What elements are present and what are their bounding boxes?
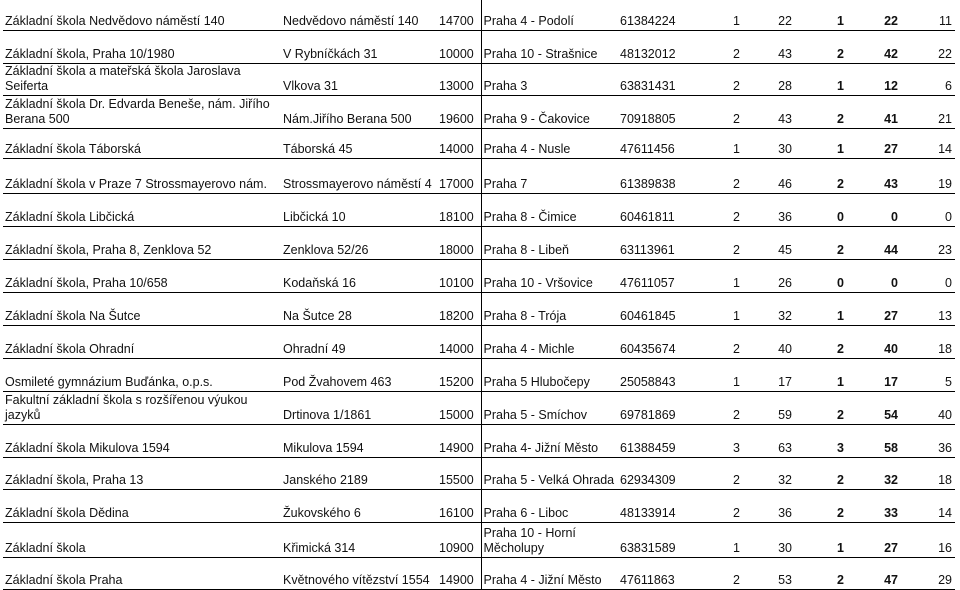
count-3-cell: 2 bbox=[795, 95, 847, 128]
city-cell: Praha 9 - Čakovice bbox=[481, 95, 618, 128]
table-row bbox=[3, 325, 955, 358]
count-2-cell: 45 bbox=[743, 226, 795, 259]
zip-cell: 10900 bbox=[437, 522, 481, 557]
city-cell: Praha 4 - Michle bbox=[481, 325, 618, 358]
count-2-cell: 46 bbox=[743, 158, 795, 193]
ico-cell: 60461845 bbox=[618, 292, 701, 325]
count-4-cell: 42 bbox=[847, 30, 901, 63]
count-1-cell: 2 bbox=[701, 30, 743, 63]
school-name-cell: Fakultní základní škola s rozšířenou výukou jazyků bbox=[3, 391, 281, 424]
city-cell: Praha 8 - Čimice bbox=[481, 193, 618, 226]
count-2-cell: 36 bbox=[743, 489, 795, 522]
count-3-cell: 3 bbox=[795, 424, 847, 457]
count-2-cell: 63 bbox=[743, 424, 795, 457]
count-5-cell: 14 bbox=[901, 489, 955, 522]
ico-cell: 63831589 bbox=[618, 522, 701, 557]
count-3-cell: 2 bbox=[795, 325, 847, 358]
school-name-cell: Základní škola Praha bbox=[3, 557, 281, 589]
school-name-cell: Základní škola Dr. Edvarda Beneše, nám. Jiřího Berana 500 bbox=[3, 95, 281, 128]
count-1-cell: 2 bbox=[701, 557, 743, 589]
count-4-cell: 47 bbox=[847, 557, 901, 589]
school-name-cell: Základní škola Dědina bbox=[3, 489, 281, 522]
zip-cell: 18200 bbox=[437, 292, 481, 325]
count-5-cell: 5 bbox=[901, 358, 955, 391]
city-cell: Praha 10 - Strašnice bbox=[481, 30, 618, 63]
ico-cell: 63113961 bbox=[618, 226, 701, 259]
school-name-cell: Osmileté gymnázium Buďánka, o.p.s. bbox=[3, 358, 281, 391]
ico-cell: 62934309 bbox=[618, 457, 701, 489]
count-2-cell: 32 bbox=[743, 457, 795, 489]
count-2-cell: 22 bbox=[743, 0, 795, 30]
table-row bbox=[3, 424, 955, 457]
city-cell: Praha 4- Jižní Město bbox=[481, 424, 618, 457]
count-1-cell: 1 bbox=[701, 292, 743, 325]
table-row bbox=[3, 226, 955, 259]
count-1-cell: 2 bbox=[701, 391, 743, 424]
ico-cell: 47611057 bbox=[618, 259, 701, 292]
ico-cell: 48133914 bbox=[618, 489, 701, 522]
street-cell: Pod Žvahovem 463 bbox=[281, 358, 437, 391]
school-name-cell: Základní škola a mateřská škola Jaroslava Seiferta bbox=[3, 63, 281, 95]
count-3-cell: 1 bbox=[795, 0, 847, 30]
city-cell: Praha 5 - Smíchov bbox=[481, 391, 618, 424]
count-1-cell: 2 bbox=[701, 95, 743, 128]
zip-cell: 15000 bbox=[437, 391, 481, 424]
count-1-cell: 3 bbox=[701, 424, 743, 457]
count-2-cell: 36 bbox=[743, 193, 795, 226]
zip-cell: 14700 bbox=[437, 0, 481, 30]
count-4-cell: 0 bbox=[847, 193, 901, 226]
count-5-cell: 13 bbox=[901, 292, 955, 325]
count-4-cell: 0 bbox=[847, 259, 901, 292]
city-cell: Praha 8 - Trója bbox=[481, 292, 618, 325]
zip-cell: 15500 bbox=[437, 457, 481, 489]
table-body bbox=[3, 0, 955, 589]
schools-table bbox=[3, 0, 955, 590]
count-5-cell: 40 bbox=[901, 391, 955, 424]
count-3-cell: 2 bbox=[795, 391, 847, 424]
count-4-cell: 58 bbox=[847, 424, 901, 457]
ico-cell: 69781869 bbox=[618, 391, 701, 424]
school-name-cell: Základní škola Libčická bbox=[3, 193, 281, 226]
count-3-cell: 1 bbox=[795, 292, 847, 325]
city-cell: Praha 3 bbox=[481, 63, 618, 95]
zip-cell: 17000 bbox=[437, 158, 481, 193]
count-1-cell: 1 bbox=[701, 0, 743, 30]
count-1-cell: 2 bbox=[701, 226, 743, 259]
count-5-cell: 19 bbox=[901, 158, 955, 193]
count-1-cell: 1 bbox=[701, 259, 743, 292]
school-name-cell: Základní škola Nedvědovo náměstí 140 bbox=[3, 0, 281, 30]
table-row bbox=[3, 158, 955, 193]
count-4-cell: 27 bbox=[847, 522, 901, 557]
count-2-cell: 40 bbox=[743, 325, 795, 358]
table-row bbox=[3, 489, 955, 522]
city-cell: Praha 10 - Vršovice bbox=[481, 259, 618, 292]
school-name-cell: Základní škola, Praha 10/658 bbox=[3, 259, 281, 292]
street-cell: Drtinova 1/1861 bbox=[281, 391, 437, 424]
school-name-cell: Základní škola Na Šutce bbox=[3, 292, 281, 325]
school-name-cell: Základní škola Ohradní bbox=[3, 325, 281, 358]
zip-cell: 10100 bbox=[437, 259, 481, 292]
table-row bbox=[3, 63, 955, 95]
street-cell: Janského 2189 bbox=[281, 457, 437, 489]
table-row bbox=[3, 457, 955, 489]
count-3-cell: 1 bbox=[795, 358, 847, 391]
count-3-cell: 2 bbox=[795, 226, 847, 259]
count-4-cell: 17 bbox=[847, 358, 901, 391]
count-2-cell: 59 bbox=[743, 391, 795, 424]
count-2-cell: 26 bbox=[743, 259, 795, 292]
count-4-cell: 41 bbox=[847, 95, 901, 128]
count-4-cell: 27 bbox=[847, 128, 901, 158]
school-name-cell: Základní škola bbox=[3, 522, 281, 557]
zip-cell: 19600 bbox=[437, 95, 481, 128]
ico-cell: 70918805 bbox=[618, 95, 701, 128]
city-cell: Praha 8 - Libeň bbox=[481, 226, 618, 259]
school-name-cell: Základní škola, Praha 13 bbox=[3, 457, 281, 489]
count-3-cell: 1 bbox=[795, 63, 847, 95]
school-name-cell: Základní škola, Praha 8, Zenklova 52 bbox=[3, 226, 281, 259]
ico-cell: 63831431 bbox=[618, 63, 701, 95]
count-2-cell: 43 bbox=[743, 30, 795, 63]
count-2-cell: 53 bbox=[743, 557, 795, 589]
count-5-cell: 16 bbox=[901, 522, 955, 557]
count-1-cell: 2 bbox=[701, 193, 743, 226]
count-5-cell: 22 bbox=[901, 30, 955, 63]
count-4-cell: 27 bbox=[847, 292, 901, 325]
count-5-cell: 6 bbox=[901, 63, 955, 95]
ico-cell: 25058843 bbox=[618, 358, 701, 391]
street-cell: Kodaňská 16 bbox=[281, 259, 437, 292]
city-cell: Praha 4 - Jižní Město bbox=[481, 557, 618, 589]
zip-cell: 14900 bbox=[437, 557, 481, 589]
city-cell: Praha 10 - Horní Měcholupy bbox=[481, 522, 618, 557]
street-cell: Na Šutce 28 bbox=[281, 292, 437, 325]
street-cell: Nám.Jiřího Berana 500 bbox=[281, 95, 437, 128]
street-cell: Zenklova 52/26 bbox=[281, 226, 437, 259]
count-3-cell: 2 bbox=[795, 557, 847, 589]
count-1-cell: 2 bbox=[701, 158, 743, 193]
count-5-cell: 0 bbox=[901, 193, 955, 226]
street-cell: Strossmayerovo náměstí 4 bbox=[281, 158, 437, 193]
street-cell: Žukovského 6 bbox=[281, 489, 437, 522]
table-row bbox=[3, 391, 955, 424]
count-1-cell: 1 bbox=[701, 358, 743, 391]
table-row bbox=[3, 30, 955, 63]
zip-cell: 18100 bbox=[437, 193, 481, 226]
count-3-cell: 1 bbox=[795, 128, 847, 158]
ico-cell: 61388459 bbox=[618, 424, 701, 457]
table-row bbox=[3, 358, 955, 391]
street-cell: Křimická 314 bbox=[281, 522, 437, 557]
count-2-cell: 30 bbox=[743, 128, 795, 158]
zip-cell: 13000 bbox=[437, 63, 481, 95]
count-1-cell: 2 bbox=[701, 325, 743, 358]
count-1-cell: 2 bbox=[701, 63, 743, 95]
count-5-cell: 0 bbox=[901, 259, 955, 292]
count-1-cell: 2 bbox=[701, 489, 743, 522]
count-4-cell: 44 bbox=[847, 226, 901, 259]
ico-cell: 60435674 bbox=[618, 325, 701, 358]
count-4-cell: 32 bbox=[847, 457, 901, 489]
school-name-cell: Základní škola Táborská bbox=[3, 128, 281, 158]
city-cell: Praha 5 Hlubočepy bbox=[481, 358, 618, 391]
street-cell: Mikulova 1594 bbox=[281, 424, 437, 457]
street-cell: Libčická 10 bbox=[281, 193, 437, 226]
street-cell: Nedvědovo náměstí 140 bbox=[281, 0, 437, 30]
ico-cell: 47611863 bbox=[618, 557, 701, 589]
count-4-cell: 33 bbox=[847, 489, 901, 522]
count-3-cell: 2 bbox=[795, 158, 847, 193]
school-name-cell: Základní škola, Praha 10/1980 bbox=[3, 30, 281, 63]
city-cell: Praha 5 - Velká Ohrada bbox=[481, 457, 618, 489]
count-1-cell: 2 bbox=[701, 457, 743, 489]
school-name-cell: Základní škola v Praze 7 Strossmayerovo nám. bbox=[3, 158, 281, 193]
ico-cell: 48132012 bbox=[618, 30, 701, 63]
count-3-cell: 2 bbox=[795, 489, 847, 522]
zip-cell: 14000 bbox=[437, 128, 481, 158]
count-4-cell: 12 bbox=[847, 63, 901, 95]
count-4-cell: 43 bbox=[847, 158, 901, 193]
ico-cell: 61384224 bbox=[618, 0, 701, 30]
count-1-cell: 1 bbox=[701, 522, 743, 557]
count-3-cell: 2 bbox=[795, 457, 847, 489]
table-row bbox=[3, 522, 955, 557]
ico-cell: 61389838 bbox=[618, 158, 701, 193]
city-cell: Praha 7 bbox=[481, 158, 618, 193]
table-row bbox=[3, 292, 955, 325]
count-3-cell: 0 bbox=[795, 259, 847, 292]
table-row bbox=[3, 557, 955, 589]
street-cell: Vlkova 31 bbox=[281, 63, 437, 95]
count-5-cell: 23 bbox=[901, 226, 955, 259]
count-3-cell: 2 bbox=[795, 30, 847, 63]
count-2-cell: 28 bbox=[743, 63, 795, 95]
ico-cell: 47611456 bbox=[618, 128, 701, 158]
zip-cell: 14000 bbox=[437, 325, 481, 358]
city-cell: Praha 6 - Liboc bbox=[481, 489, 618, 522]
street-cell: Ohradní 49 bbox=[281, 325, 437, 358]
zip-cell: 16100 bbox=[437, 489, 481, 522]
count-5-cell: 36 bbox=[901, 424, 955, 457]
street-cell: Květnového vítězství 1554 bbox=[281, 557, 437, 589]
city-cell: Praha 4 - Podolí bbox=[481, 0, 618, 30]
count-1-cell: 1 bbox=[701, 128, 743, 158]
count-3-cell: 0 bbox=[795, 193, 847, 226]
count-5-cell: 18 bbox=[901, 325, 955, 358]
street-cell: Táborská 45 bbox=[281, 128, 437, 158]
count-5-cell: 29 bbox=[901, 557, 955, 589]
count-5-cell: 18 bbox=[901, 457, 955, 489]
count-5-cell: 21 bbox=[901, 95, 955, 128]
count-2-cell: 17 bbox=[743, 358, 795, 391]
city-cell: Praha 4 - Nusle bbox=[481, 128, 618, 158]
table-row bbox=[3, 95, 955, 128]
zip-cell: 15200 bbox=[437, 358, 481, 391]
count-5-cell: 14 bbox=[901, 128, 955, 158]
count-3-cell: 1 bbox=[795, 522, 847, 557]
zip-cell: 10000 bbox=[437, 30, 481, 63]
count-4-cell: 54 bbox=[847, 391, 901, 424]
zip-cell: 14900 bbox=[437, 424, 481, 457]
table-row bbox=[3, 0, 955, 30]
count-4-cell: 22 bbox=[847, 0, 901, 30]
school-name-cell: Základní škola Mikulova 1594 bbox=[3, 424, 281, 457]
street-cell: V Rybníčkách 31 bbox=[281, 30, 437, 63]
table-row bbox=[3, 193, 955, 226]
count-5-cell: 11 bbox=[901, 0, 955, 30]
ico-cell: 60461811 bbox=[618, 193, 701, 226]
table-row bbox=[3, 128, 955, 158]
table-row bbox=[3, 259, 955, 292]
count-2-cell: 32 bbox=[743, 292, 795, 325]
count-2-cell: 30 bbox=[743, 522, 795, 557]
count-2-cell: 43 bbox=[743, 95, 795, 128]
zip-cell: 18000 bbox=[437, 226, 481, 259]
count-4-cell: 40 bbox=[847, 325, 901, 358]
